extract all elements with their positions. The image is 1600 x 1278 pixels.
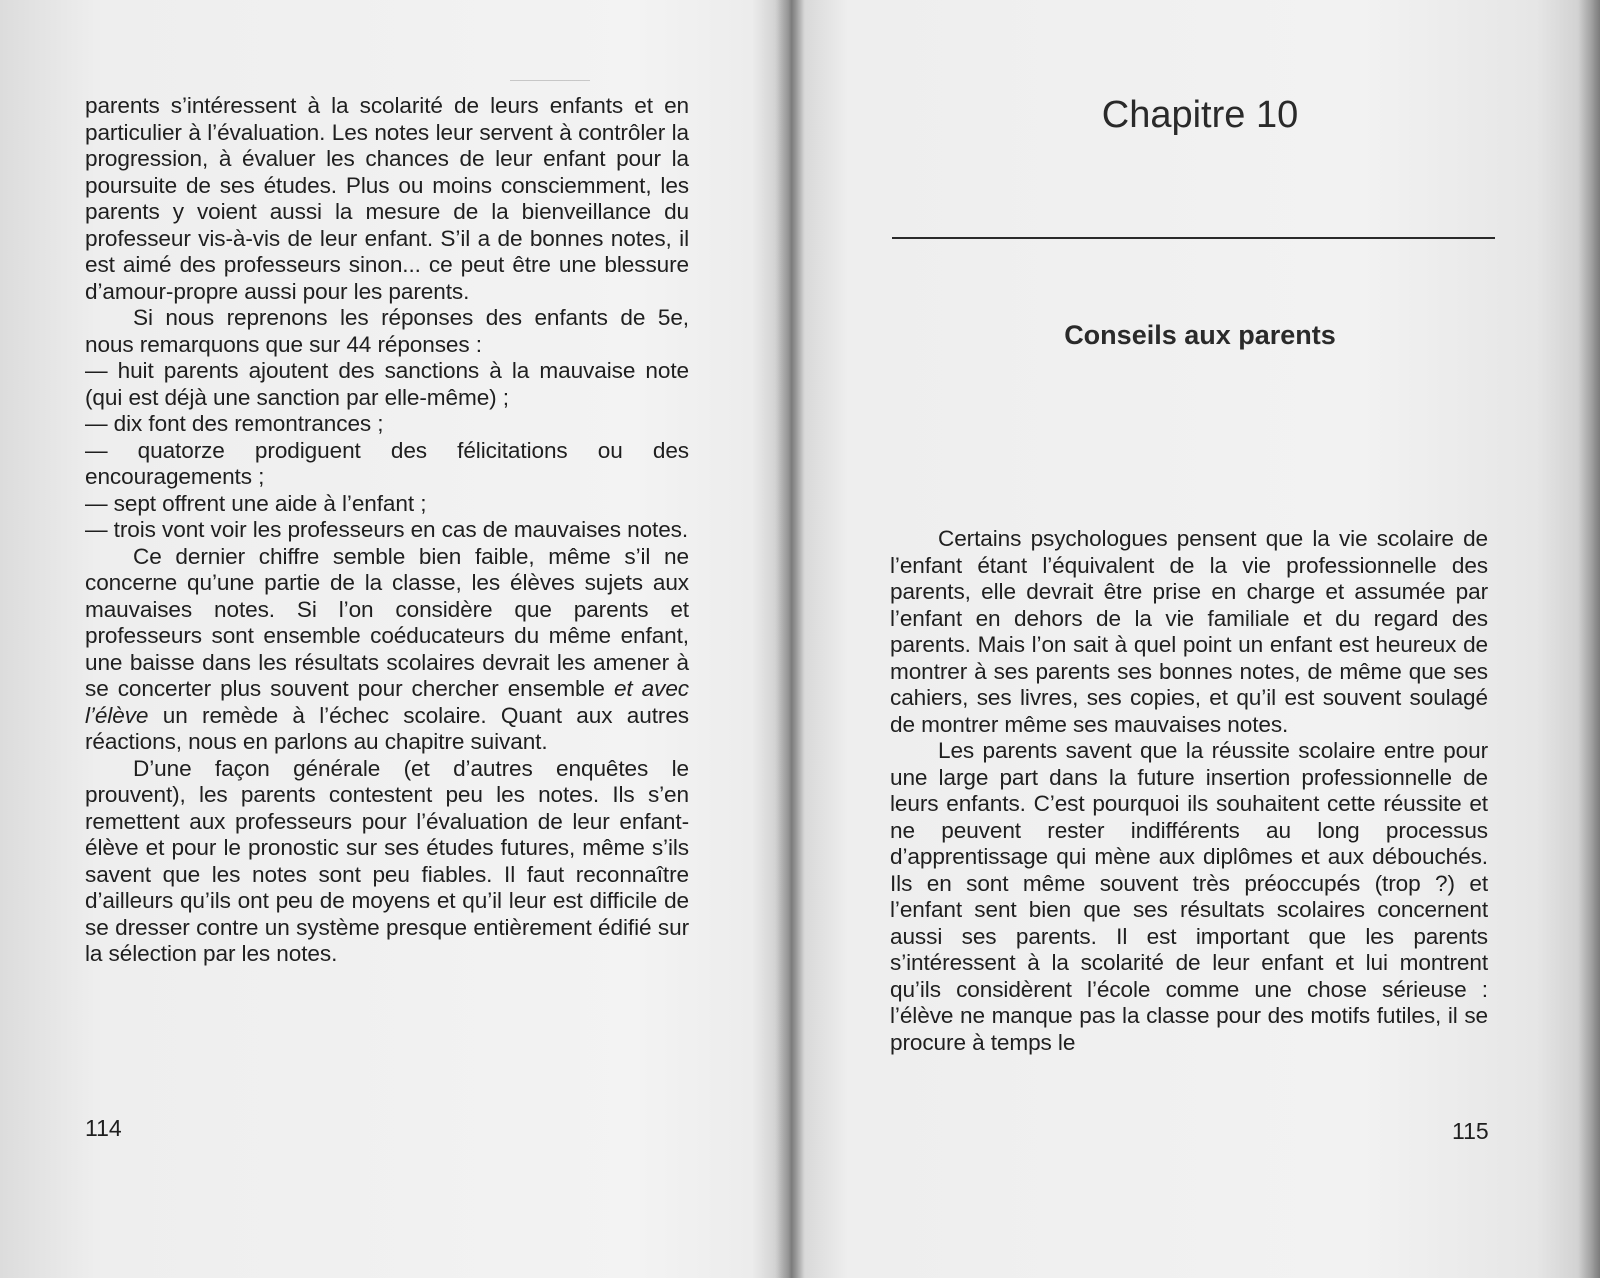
list-item: — trois vont voir les professeurs en cas de mauvaises notes.	[85, 517, 689, 542]
paragraph: D’une façon générale (et d’autres enquêtes le prouvent), les parents contestent peu les notes. Ils s’en remettent aux professeurs pour l’évaluation de leur enfant-élève et pour le pronostic sur ses études futures, même s’ils savent que les notes sont peu fiables. Il faut reconnaître d’ailleurs qu’ils ont peu de moyens et qu’il leur est difficile de se dresser contre un système presque entièrement édifié sur la sélection par les notes.	[85, 755, 689, 966]
chapter-divider	[892, 237, 1495, 239]
left-page-body	[85, 93, 689, 968]
scan-mark	[510, 80, 590, 81]
right-page-body	[890, 526, 1488, 1056]
list-item: — dix font des remontrances ;	[85, 411, 384, 436]
chapter-title: Chapitre 10	[1101, 94, 1299, 136]
page-number: 114	[85, 1115, 122, 1141]
paragraph: Certains psychologues pensent que la vie scolaire de l’enfant étant l’équivalent de la vie professionnelle des parents, elle devrait être prise en charge et assumée par l’enfant en dehors de la vie familiale et du regard des parents. Mais l’on sait à quel point un enfant est heureux de montrer à ses parents ses bonnes notes, de même que ses cahiers, ses livres, ses copies, et qu’il est souvent soulagé de montrer même ses mauvaises notes.	[890, 526, 1488, 737]
list-item: — huit parents ajoutent des sanctions à la mauvaise note (qui est déjà une sanction par elle-même) ;	[85, 358, 689, 410]
paragraph: Si nous reprenons les réponses des enfants de 5e, nous remarquons que sur 44 réponses :	[85, 305, 689, 357]
left-page	[0, 0, 785, 1278]
list-item: — sept offrent une aide à l’enfant ;	[85, 490, 427, 516]
paragraph-text: un remède à l’échec scolaire. Quant aux autres réactions, nous en parlons au chapitre suivant.	[85, 702, 689, 754]
list-item: — quatorze prodiguent des félicitations ou des encouragements ;	[85, 437, 689, 489]
paragraph: Les parents savent que la réussite scolaire entre pour une large part dans la future insertion professionnelle de leurs enfants. C’est pourquoi ils souhaitent cette réussite et ne peuvent rester indifférents au long processus d’apprentissage qui mène aux diplômes et aux débouchés. Ils en sont même souvent très préoccupés (trop ?) et l’enfant sent bien que ses résultats scolaires concernent aussi ses parents. Il est important que les parents s’intéressent à la scolarité de leur enfant et lui montrent qu’ils considèrent l’école comme une chose sérieuse : l’élève ne manque pas la classe pour des motifs futiles, il se procure à temps le	[890, 738, 1488, 1055]
page-edge-shadow	[1578, 0, 1600, 1278]
emphasis-text: et avec l’élève	[85, 676, 689, 728]
paragraph: parents s’intéressent à la scolarité de leurs enfants et en particulier à l’évaluation. Les notes leur servent à contrôler la progression, à évaluer les chances de leur enfant pour la poursuite de ses études. Plus ou moins consciemment, les parents y voient aussi la mesure de la bienveillance du professeur vis-à-vis de leur enfant. S’il a de bonnes notes, il est aimé des professeurs sinon... ce peut être une blessure d’amour-propre aussi pour les parents.	[85, 93, 689, 304]
section-title: Conseils aux parents	[1064, 320, 1336, 350]
page-number: 115	[1452, 1118, 1489, 1144]
paragraph-text: Ce dernier chiffre semble bien faible, même s’il ne concerne qu’une partie de la classe, les élèves sujets aux mauvaises notes. Si l’on considère que parents et professeurs sont ensemble coéducateurs du même enfant, une baisse dans les résultats scolaires devrait les amener à se concerter plus souvent pour chercher ensemble	[85, 543, 689, 701]
paragraph	[85, 544, 689, 756]
